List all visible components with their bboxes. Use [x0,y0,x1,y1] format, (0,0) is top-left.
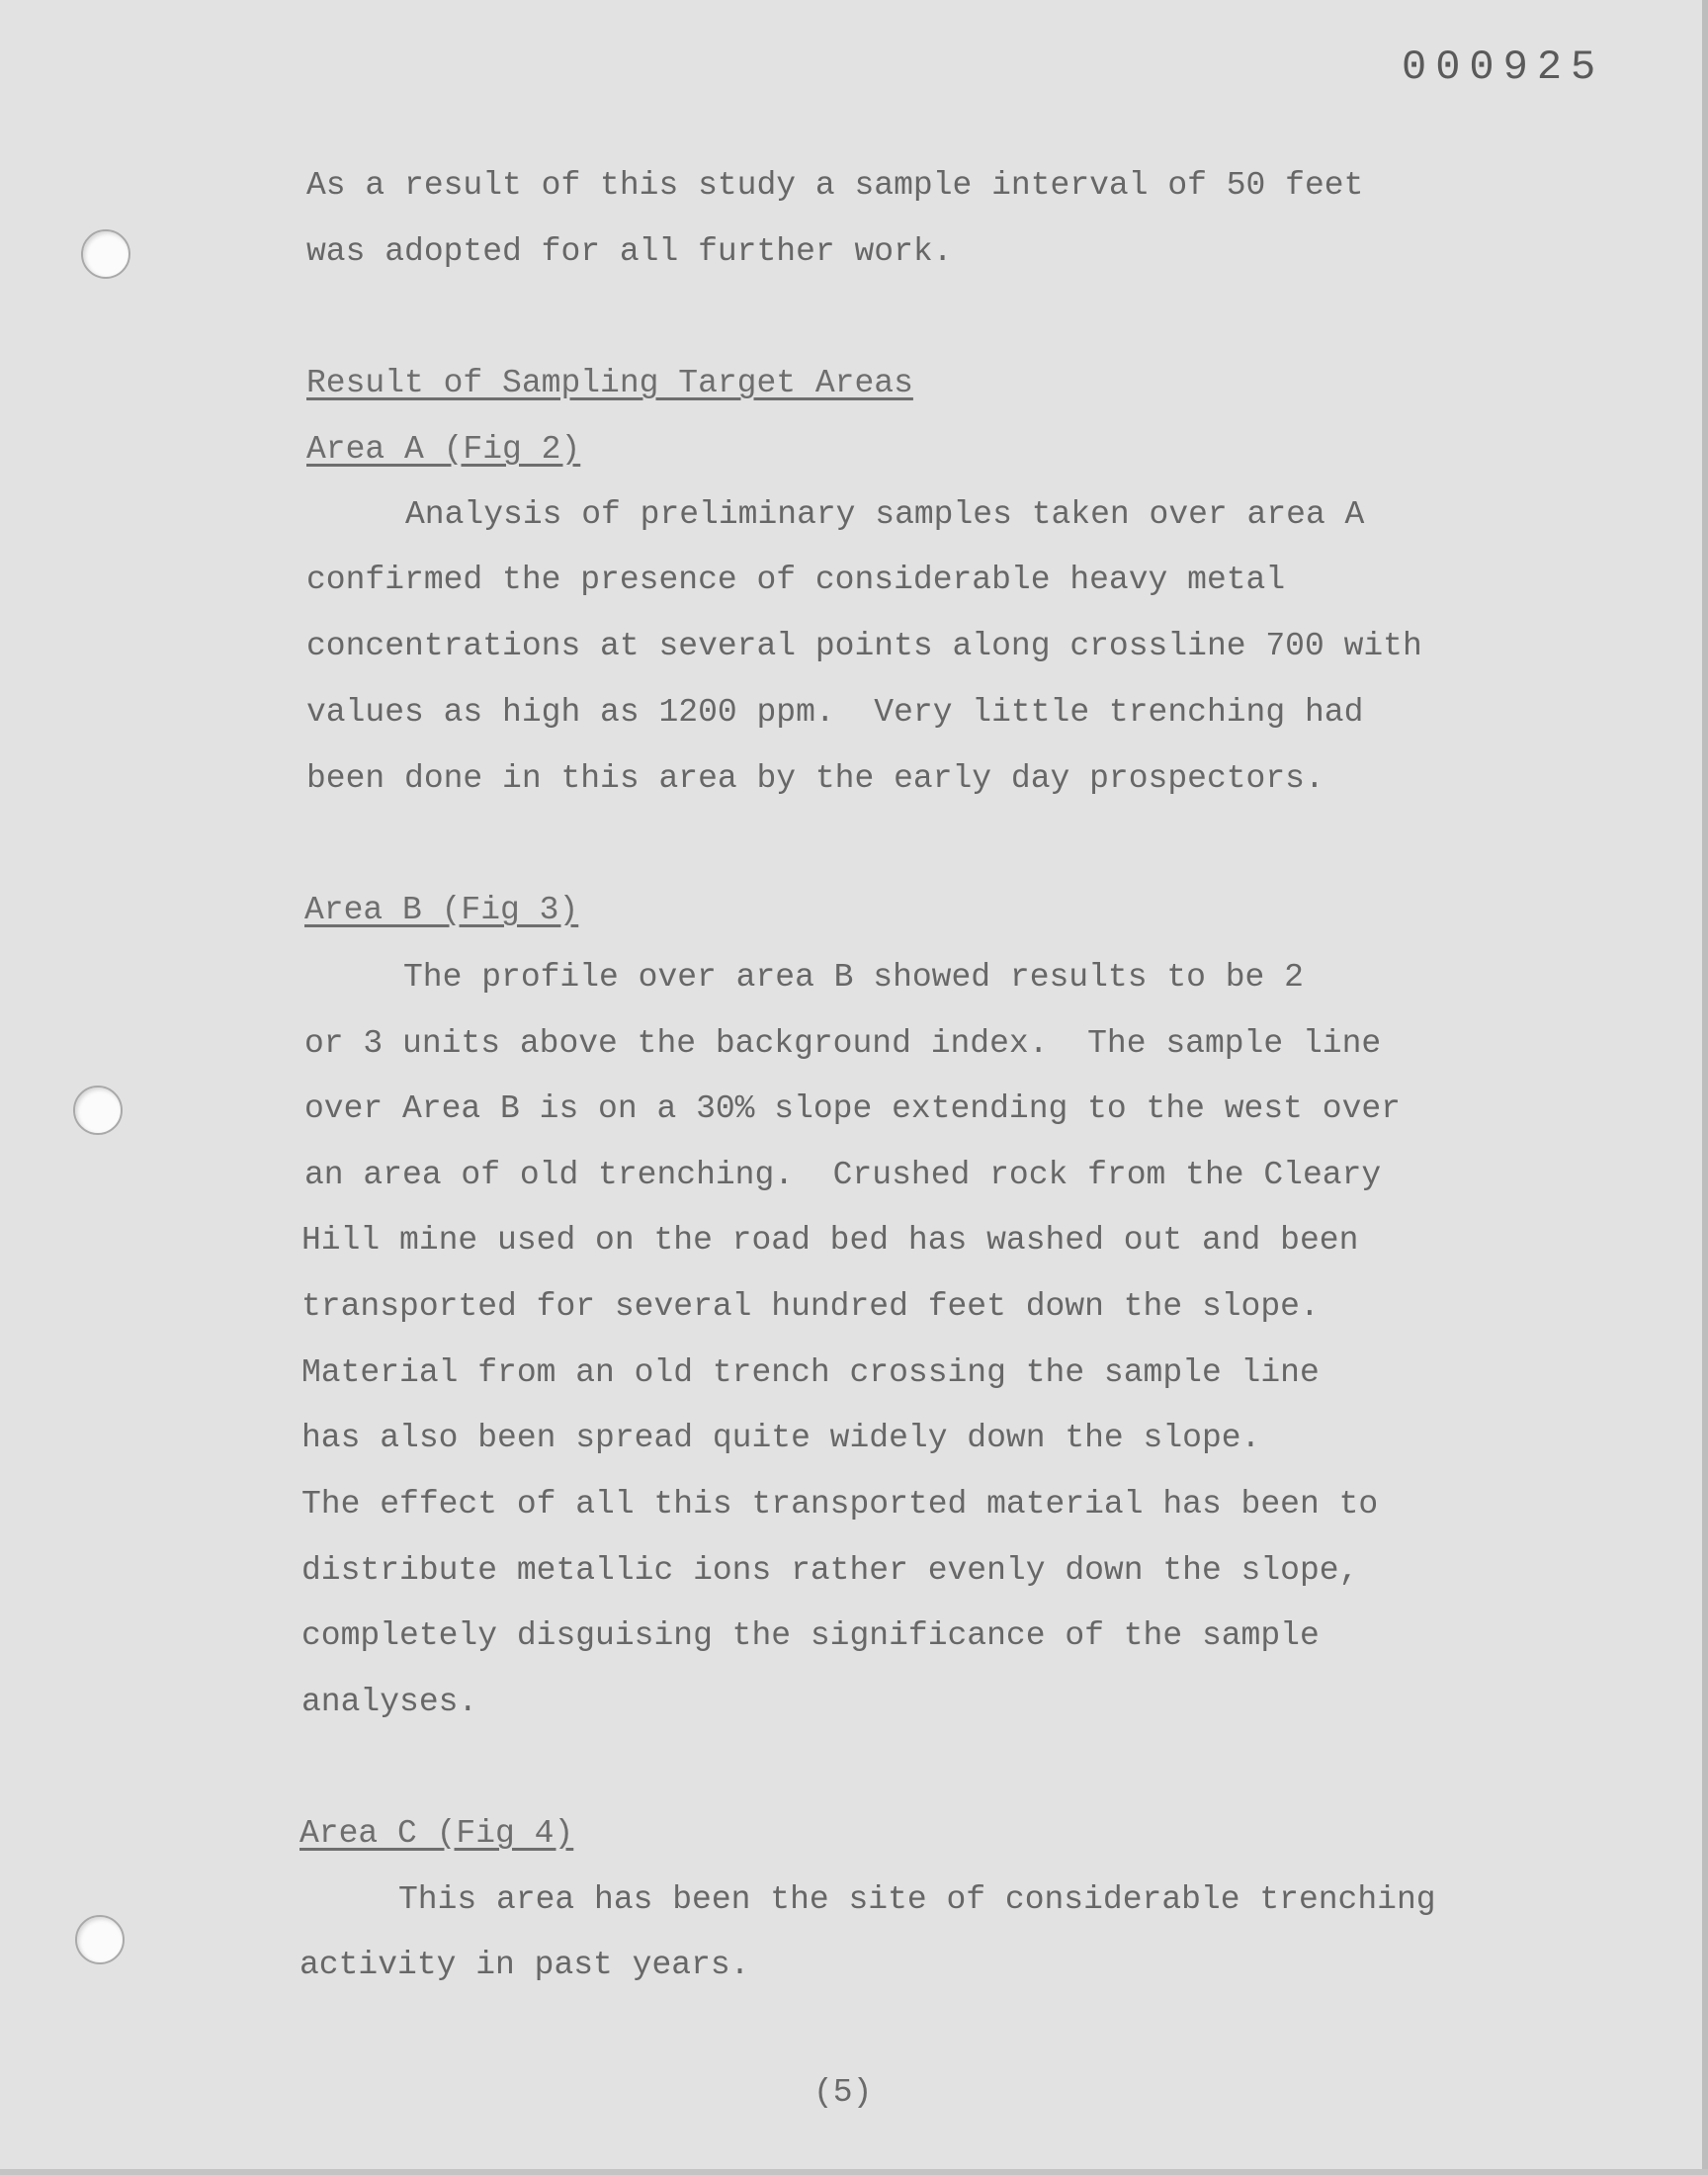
area-b-heading: Area B (Fig 3) [304,892,579,928]
area-b-line: transported for several hundred feet down the slope. [301,1288,1320,1325]
area-a-line: values as high as 1200 ppm. Very little trenching had [306,694,1364,731]
area-a-line: been done in this area by the early day prospectors. [306,760,1324,797]
area-c-line: activity in past years. [299,1947,750,1983]
area-b-line: completely disguising the significance of the sample [301,1617,1320,1654]
area-b-line: analyses. [301,1684,478,1720]
area-a-line: confirmed the presence of considerable heavy metal [306,562,1286,598]
paragraph-line: was adopted for all further work. [306,233,953,270]
area-b-line: Hill mine used on the road bed has washed out and been [301,1222,1359,1259]
page-edge-right [1702,0,1708,2175]
punch-hole-icon [75,1915,125,1964]
paragraph-line: As a result of this study a sample interval of 50 feet [306,167,1364,204]
area-b-line: or 3 units above the background index. The sample line [304,1025,1382,1062]
area-b-line: has also been spread quite widely down the slope. [301,1420,1261,1456]
area-b-line: over Area B is on a 30% slope extending to the west over [304,1090,1401,1127]
area-b-line: The profile over area B showed results to be 2 [403,959,1304,996]
area-c-line: This area has been the site of considerable trenching [398,1881,1436,1918]
area-b-line: an area of old trenching. Crushed rock from the Cleary [304,1157,1382,1193]
area-a-heading: Area A (Fig 2) [306,431,581,468]
area-b-line: distribute metallic ions rather evenly down the slope, [301,1552,1359,1589]
area-b-line: The effect of all this transported material has been to [301,1486,1379,1522]
page-number: (5) [813,2074,873,2111]
area-c-heading: Area C (Fig 4) [299,1815,574,1852]
area-b-line: Material from an old trench crossing the sample line [301,1354,1320,1391]
area-a-line: concentrations at several points along crossline 700 with [306,628,1422,664]
area-a-line: Analysis of preliminary samples taken over area A [405,496,1365,533]
page-id-stamp: 000925 [1402,44,1605,91]
section-heading: Result of Sampling Target Areas [306,365,913,401]
punch-hole-icon [73,1086,123,1135]
page-edge-bottom [0,2169,1708,2175]
punch-hole-icon [81,229,130,279]
